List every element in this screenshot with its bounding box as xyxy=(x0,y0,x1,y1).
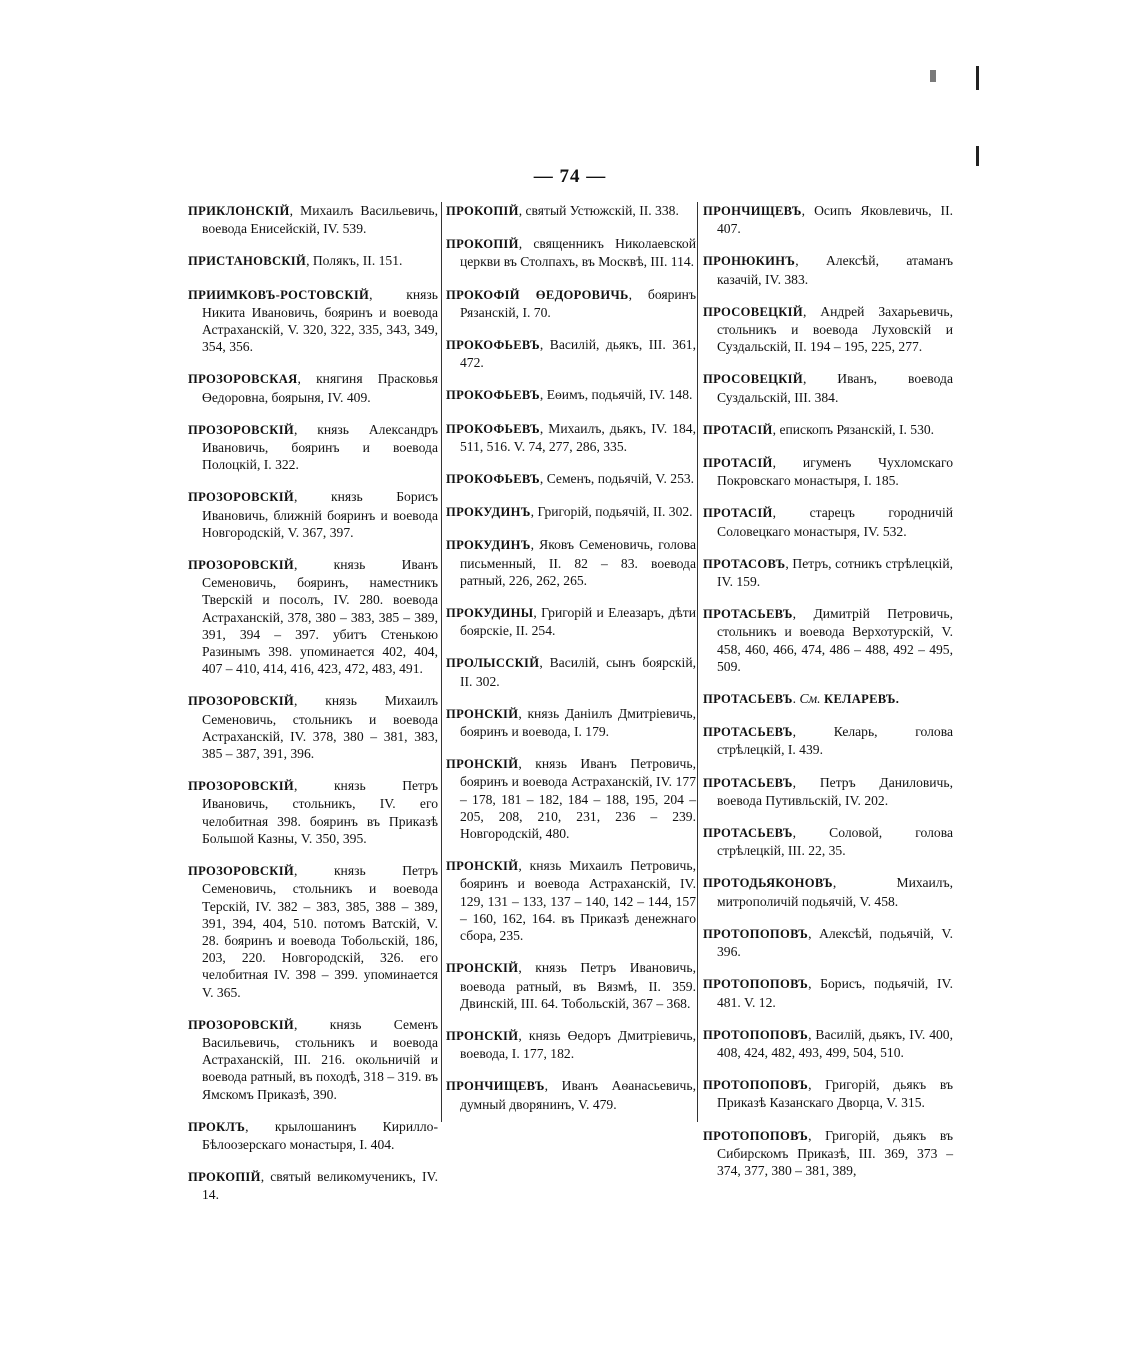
index-entry xyxy=(188,777,438,847)
entry-details: , Петръ, сотникъ стрѣлецкій, IV. 159. xyxy=(717,555,953,590)
index-entry xyxy=(703,202,953,237)
entry-headword: ПРОТОПОПОВЪ xyxy=(703,1078,809,1093)
index-entry xyxy=(703,824,953,859)
entry-headword: ПРИИМКОВЪ-РОСТОВСКІЙ xyxy=(188,287,370,302)
index-entry xyxy=(188,202,438,237)
entry-details: , Борисъ, подьячій, IV. 481. V. 12. xyxy=(717,976,953,1010)
index-column-2 xyxy=(446,202,696,1128)
index-entry xyxy=(703,690,953,708)
index-entry xyxy=(446,336,696,371)
index-entry xyxy=(703,454,953,489)
index-entry xyxy=(188,370,438,405)
entry-headword: ПРИСТАНОВСКІЙ xyxy=(188,254,307,269)
entry-details: , святый великомученикъ, IV. 14. xyxy=(202,1169,438,1203)
entry-headword: ПРОТАСЬЕВЪ xyxy=(703,826,793,841)
entry-details: , Григорій, подьячій, II. 302. xyxy=(530,504,693,520)
index-entry xyxy=(446,386,696,404)
entry-details: , князь Александръ Ивановичь, бояринъ и воевода Полоцкій, I. 322. xyxy=(202,421,438,473)
scan-speck-2 xyxy=(976,146,979,166)
entry-headword: ПРОСОВЕЦКІЙ xyxy=(703,372,803,387)
entry-details: , князь Петръ Семеновичь, стольникъ и воевода Терскій, IV. 382 – 383, 385, 388 – 389, 391, 394, 404, 510. потомъ Ватскій, V. 28. бояринъ и воевода Тобольскій, 186, 203, 220. Новгородскій, 326. его челобитная IV. 398 – 399. упоминается V. 365. xyxy=(202,863,438,1000)
entry-headword: ПРОКОФІЙ ӨЕДОРОВИЧЬ xyxy=(446,287,629,302)
entry-headword: ПРОНСКІЙ xyxy=(446,1028,519,1043)
entry-headword: ПРОТАСОВЪ xyxy=(703,556,786,571)
index-entry xyxy=(703,1026,953,1061)
entry-details: , Григорій, дьякъ въ Сибирскомъ Приказѣ, III. 369, 373 – 374, 377, 380 – 381, 389, xyxy=(717,1127,953,1178)
entry-headword: ПРОТАСЬЕВЪ xyxy=(703,607,793,622)
index-entry xyxy=(703,925,953,960)
entry-headword: ПРОТАСІЙ xyxy=(703,456,773,471)
entry-details: , Михаилъ Васильевичь, воевода Енисейскій, IV. 539. xyxy=(202,203,438,237)
entry-headword: ПРОКУДИНЪ xyxy=(446,505,531,520)
index-entry xyxy=(188,286,438,356)
entry-headword: ПРОТОПОПОВЪ xyxy=(703,1027,809,1042)
entry-headword: ПРОТАСІЙ xyxy=(703,506,773,521)
index-entry xyxy=(446,654,696,689)
index-entry xyxy=(703,1076,953,1111)
entry-headword: ПРОЗОРОВСКІЙ xyxy=(188,779,294,794)
entry-headword: ПРОТОПОПОВЪ xyxy=(703,926,809,941)
entry-headword: ПРОЗОРОВСКІЙ xyxy=(188,422,294,437)
entry-details: , святый Устюжскій, II. 338. xyxy=(518,203,679,218)
entry-details: , Михаилъ, митрополичій подьячій, V. 458. xyxy=(717,875,953,909)
entry-details: , Петръ Даниловичь, воевода Путивльскій, IV. 202. xyxy=(717,774,953,808)
entry-headword: ПРИКЛОНСКІЙ xyxy=(188,204,290,218)
entry-details: , Семенъ, подьячій, V. 253. xyxy=(539,471,695,487)
entry-headword: ПРОТАСЬЕВЪ xyxy=(703,775,793,790)
entry-headword: ПРОЗОРОВСКІЙ xyxy=(188,864,294,879)
index-entry xyxy=(703,723,953,758)
entry-cross-reference-target: КЕЛАРЕВЪ. xyxy=(820,692,900,707)
index-entry xyxy=(446,470,696,488)
entry-headword: ПРОТОДЬЯКОНОВЪ xyxy=(703,876,833,891)
index-entry xyxy=(446,286,696,321)
entry-details: , епископъ Рязанскій, I. 530. xyxy=(772,421,935,437)
index-entry xyxy=(446,235,696,270)
entry-headword: ПРОКОПІЙ xyxy=(446,237,519,252)
entry-details: , Иванъ, воевода Суздальскій, III. 384. xyxy=(717,371,953,405)
entry-headword: ПРОТАСІЙ xyxy=(703,422,773,437)
entry-details: , Алексѣй, подьячій, V. 396. xyxy=(717,925,953,960)
entry-headword: ПРОЛЫССКІЙ xyxy=(446,656,540,671)
entry-details: , князь Петръ Ивановичь, стольникъ, IV. его челобитная 398. бояринъ въ Приказѣ Большой Казны, V. 350, 395. xyxy=(202,778,438,846)
index-entry xyxy=(446,705,696,740)
index-entry xyxy=(188,488,438,541)
index-entry xyxy=(446,1077,696,1112)
entry-details: , князь Семенъ Васильевичь, стольникъ и воевода Астраханскій, III. 216. окольничій и воевода ратный, въ походѣ, 318 – 319. въ Ямскомъ Приказѣ, 390. xyxy=(202,1016,438,1102)
entry-cross-reference-label: См. xyxy=(799,691,821,707)
entry-headword: ПРОНСКІЙ xyxy=(446,859,519,874)
entry-headword: ПРОНЮКИНЪ xyxy=(703,254,796,269)
index-entry xyxy=(703,1127,953,1180)
entry-headword: ПРОКУДИНЪ xyxy=(446,538,531,553)
entry-details: , Полякъ, II. 151. xyxy=(306,253,403,269)
entry-details: . xyxy=(792,691,800,707)
index-entry xyxy=(446,420,696,455)
entry-details: , князь Михаилъ Петровичь, бояринъ и воевода Астраханскій, IV. 129, 131 – 133, 137 – 140, 142 – 144, 157 – 160, 162, 164. въ Приказѣ денежнаго сбора, 235. xyxy=(460,858,696,944)
entry-details: , князь Петръ Ивановичь, воевода ратный, въ Вязмѣ, II. 359. Двинскій, III. 64. Тобольскій, 367 – 368. xyxy=(460,960,696,1011)
entry-headword: ПРОНСКІЙ xyxy=(446,706,519,721)
entry-headword: ПРОКЛЪ xyxy=(188,1119,246,1134)
index-entry xyxy=(446,857,696,944)
entry-headword: ПРОЗОРОВСКІЙ xyxy=(188,558,294,573)
entry-headword: ПРОНСКІЙ xyxy=(446,757,519,772)
index-column-3 xyxy=(703,202,953,1194)
column-rule-left xyxy=(441,202,442,1122)
entry-details: , Алексѣй, атаманъ казачій, IV. 383. xyxy=(717,253,953,287)
index-entry xyxy=(446,604,696,639)
entry-headword: ПРОКУДИНЫ xyxy=(446,606,534,621)
index-entry xyxy=(188,421,438,474)
entry-headword: ПРОЗОРОВСКАЯ xyxy=(188,372,298,387)
entry-details: , крылошанинъ Кирилло-Бѣлоозерскаго монастыря, I. 404. xyxy=(202,1118,438,1152)
index-entry xyxy=(703,504,953,539)
entry-details: , Григорій и Елеазаръ, дѣти боярскіе, II. 254. xyxy=(460,605,696,639)
entry-details: , Димитрій Петровичь, стольникъ и воевода Верхотурскій, V. 458, 460, 466, 474, 486 – 488, 492 – 495, 509. xyxy=(717,606,953,674)
entry-details: , старецъ городничій Соловецкаго монастыря, IV. 532. xyxy=(717,505,953,539)
entry-details: , Андрей Захарьевичь, стольникъ и воевода Луховскій и Суздальскій, II. 194 – 195, 225, 277. xyxy=(717,303,953,355)
entry-details: , игуменъ Чухломскаго Покровскаго монастыря, I. 185. xyxy=(717,455,953,489)
entry-details: , Василій, дьякъ, III. 361, 472. xyxy=(460,337,696,371)
entry-details: , князь Борисъ Ивановичь, ближній бояринъ и воевода Новгородскій, V. 367, 397. xyxy=(202,489,438,540)
index-entry xyxy=(703,555,953,590)
entry-details: , священникъ Николаевской церкви въ Столпахъ, въ Москвѣ, III. 114. xyxy=(460,236,696,270)
index-entry xyxy=(188,1118,438,1153)
entry-details: , Михаилъ, дьякъ, IV. 184, 511, 516. V. 74, 277, 286, 335. xyxy=(460,420,696,454)
entry-details: , Соловой, голова стрѣлецкій, III. 22, 35. xyxy=(717,825,953,859)
index-entry xyxy=(188,556,438,677)
entry-headword: ПРОНЧИЩЕВЪ xyxy=(446,1079,545,1094)
index-entry xyxy=(446,536,696,589)
entry-details: , князь Даніилъ Дмитріевичь, бояринъ и воевода, I. 179. xyxy=(460,705,696,740)
entry-headword: ПРОТОПОПОВЪ xyxy=(703,1128,809,1143)
entry-headword: ПРОНСКІЙ xyxy=(446,961,519,976)
page-number: — 74 — xyxy=(533,166,607,187)
entry-details: , Яковъ Семеновичь, голова письменный, II. 82 – 83. воевода ратный, 226, 262, 265. xyxy=(460,537,696,588)
entry-details: , Еѳимъ, подьячій, IV. 148. xyxy=(539,387,693,403)
index-entry xyxy=(703,252,953,287)
entry-headword: ПРОЗОРОВСКІЙ xyxy=(188,694,294,709)
entry-headword: ПРОНЧИЩЕВЪ xyxy=(703,204,802,218)
entry-details: , князь Иванъ Петровичь, бояринъ и воевода Астраханскій, IV. 177 – 178, 181 – 182, 184 – 188, 195, 204 – 205, 208, 210, 231, 236 – 239. Новгородскій, 480. xyxy=(460,756,696,842)
index-entry xyxy=(446,1027,696,1062)
entry-details: , князь Иванъ Семеновичь, бояринъ, наместникъ Тверскій и посолъ, IV. 280. воевода Астраханскій, 378, 380 – 383, 385 – 389, 391, 394 – 397. убитъ Стенькою Разинымъ 398. упоминается 402, 404, 407 – 410, 414, 416, 423, 472, 483, 491. xyxy=(202,557,438,677)
entry-headword: ПРОТАСЬЕВЪ xyxy=(703,692,793,707)
entry-details: , князь Өедоръ Дмитріевичь, воевода, I. 177, 182. xyxy=(460,1027,696,1062)
entry-details: , Василій, сынъ боярскій, II. 302. xyxy=(460,655,696,689)
scan-speck-1 xyxy=(976,66,979,90)
entry-details: , Иванъ Аѳанасьевичь, думный дворянинъ, V. 479. xyxy=(460,1078,696,1112)
entry-details: , бояринъ Рязанскій, I. 70. xyxy=(460,286,696,320)
index-entry xyxy=(703,303,953,356)
index-entry xyxy=(446,503,696,521)
index-entry xyxy=(703,874,953,909)
entry-headword: ПРОКОФЬЕВЪ xyxy=(446,388,540,403)
entry-headword: ПРОКОФЬЕВЪ xyxy=(446,421,540,436)
index-entry xyxy=(188,1168,438,1203)
column-rule-right xyxy=(697,202,698,1122)
index-entry xyxy=(446,202,696,220)
entry-headword: ПРОСОВЕЦКІЙ xyxy=(703,304,803,319)
index-entry xyxy=(188,1016,438,1103)
entry-headword: ПРОЗОРОВСКІЙ xyxy=(188,490,294,505)
index-entry xyxy=(446,755,696,842)
index-entry xyxy=(188,692,438,762)
index-entry xyxy=(703,370,953,405)
entry-details: , Василій, дьякъ, IV. 400, 408, 424, 482, 493, 499, 504, 510. xyxy=(717,1026,953,1060)
scan-speck-3 xyxy=(930,70,936,82)
index-entry xyxy=(703,605,953,675)
index-column-1 xyxy=(188,202,438,1219)
entry-headword: ПРОТАСЬЕВЪ xyxy=(703,725,793,740)
entry-headword: ПРОЗОРОВСКІЙ xyxy=(188,1017,294,1032)
entry-headword: ПРОТОПОПОВЪ xyxy=(703,977,809,992)
index-entry xyxy=(703,774,953,809)
index-entry xyxy=(703,975,953,1010)
entry-details: , Осипъ Яковлевичь, II. 407. xyxy=(717,203,953,237)
entry-headword: ПРОКОФЬЕВЪ xyxy=(446,338,540,353)
entry-details: , Келарь, голова стрѣлецкій, I. 439. xyxy=(717,724,953,758)
entry-headword: ПРОКОПІЙ xyxy=(446,204,519,218)
entry-headword: ПРОКОФЬЕВЪ xyxy=(446,472,540,487)
entry-details: , князь Никита Ивановичь, бояринъ и воевода Астраханскій, V. 320, 322, 335, 343, 349, 354, 356. xyxy=(202,286,438,355)
index-entry xyxy=(703,421,953,439)
entry-details: , княгиня Прасковья Өедоровна, боярыня, IV. 409. xyxy=(202,371,438,405)
index-entry xyxy=(446,959,696,1012)
index-entry xyxy=(188,862,438,1001)
entry-details: , Григорій, дьякъ въ Приказѣ Казанскаго Дворца, V. 315. xyxy=(717,1077,953,1111)
entry-details: , князь Михаилъ Семеновичь, стольникъ и воевода Астраханскій, IV. 378, 380 – 381, 383, 385 – 387, 391, 396. xyxy=(202,693,438,762)
index-entry xyxy=(188,252,438,270)
entry-headword: ПРОКОПІЙ xyxy=(188,1170,261,1185)
